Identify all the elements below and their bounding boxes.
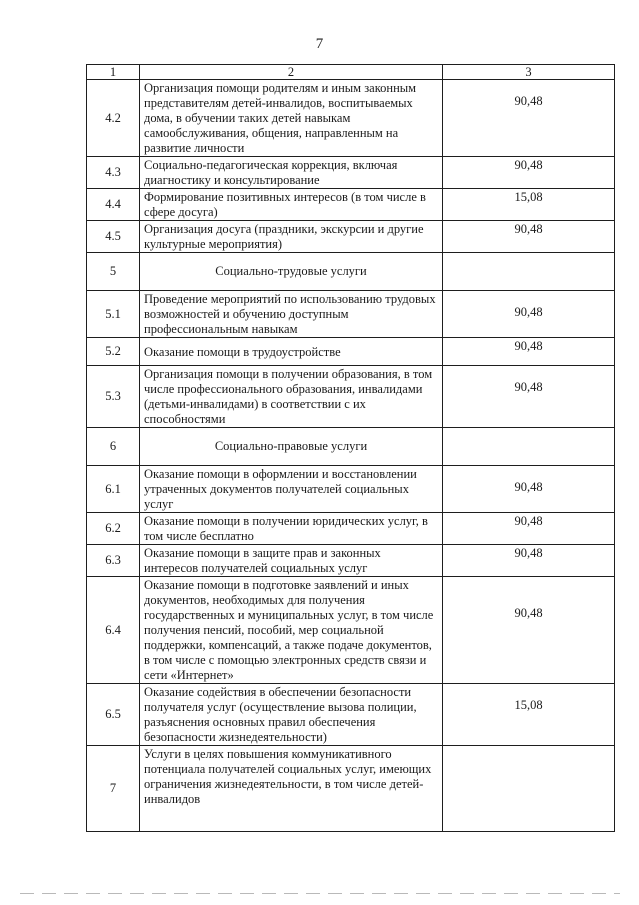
table-row [87, 545, 615, 577]
row-number: 4.3 [87, 157, 140, 189]
row-service: Оказание помощи в трудоустройстве [140, 338, 443, 366]
row-service: Формирование позитивных интересов (в том числе в сфере досуга) [140, 189, 443, 221]
row-service: Проведение мероприятий по использованию трудовых возможностей и обучению доступным профессиональным навыкам [140, 291, 443, 338]
table-row [87, 746, 615, 832]
row-value: 15,08 [443, 684, 615, 746]
header-col-3: 3 [443, 65, 615, 80]
table-header-row [87, 65, 615, 80]
row-service: Оказание помощи в получении юридических услуг, в том числе бесплатно [140, 513, 443, 545]
row-number: 4.2 [87, 80, 140, 157]
table-row [87, 513, 615, 545]
row-value: 90,48 [443, 291, 615, 338]
header-col-2: 2 [140, 65, 443, 80]
row-value [443, 253, 615, 291]
row-number: 4.4 [87, 189, 140, 221]
row-value: 90,48 [443, 513, 615, 545]
table-row [87, 221, 615, 253]
row-number: 6.3 [87, 545, 140, 577]
row-value: 90,48 [443, 80, 615, 157]
table-row [87, 80, 615, 157]
row-service: Оказание содействия в обеспечении безопасности получателя услуг (осуществление вызова полиции, разъяснения основных правил обеспечения безопасности жизнедеятельности) [140, 684, 443, 746]
row-service: Оказание помощи в подготовке заявлений и иных документов, необходимых для получения государственных и муниципальных услуг, в том числе получения пенсий, пособий, мер социальной поддержки, компенсаций, а также подаче документов, в том числе с помощью электронных средств связи и сети «Интернет» [140, 577, 443, 684]
row-number: 5.2 [87, 338, 140, 366]
header-col-1: 1 [87, 65, 140, 80]
section-row [87, 253, 615, 291]
row-service: Организация досуга (праздники, экскурсии и другие культурные мероприятия) [140, 221, 443, 253]
table-row [87, 366, 615, 428]
row-service: Организация помощи в получении образования, в том числе профессионального образования, инвалидами (детьми-инвалидами) в соответствии с их способностями [140, 366, 443, 428]
row-number: 5.1 [87, 291, 140, 338]
row-number: 4.5 [87, 221, 140, 253]
row-value: 90,48 [443, 221, 615, 253]
row-service: Оказание помощи в оформлении и восстановлении утраченных документов получателей социальных услуг [140, 466, 443, 513]
row-value: 90,48 [443, 577, 615, 684]
row-number: 6.5 [87, 684, 140, 746]
row-number: 6.4 [87, 577, 140, 684]
table-row [87, 684, 615, 746]
row-value: 90,48 [443, 366, 615, 428]
row-value: 90,48 [443, 338, 615, 366]
table-row [87, 466, 615, 513]
row-value: 90,48 [443, 545, 615, 577]
table-row [87, 291, 615, 338]
scan-artifact-line [20, 893, 620, 894]
section-title: Социально-трудовые услуги [140, 253, 443, 291]
table-row [87, 577, 615, 684]
row-number: 6.2 [87, 513, 140, 545]
row-value [443, 746, 615, 832]
row-value [443, 428, 615, 466]
row-value: 90,48 [443, 157, 615, 189]
section-title: Социально-правовые услуги [140, 428, 443, 466]
row-value: 15,08 [443, 189, 615, 221]
row-number: 5.3 [87, 366, 140, 428]
row-service: Услуги в целях повышения коммуникативного потенциала получателей социальных услуг, имеющих ограничения жизнедеятельности, в том числе детей-инвалидов [140, 746, 443, 832]
table-row [87, 189, 615, 221]
services-table [86, 64, 615, 832]
row-number: 7 [87, 746, 140, 832]
row-number: 6.1 [87, 466, 140, 513]
row-value: 90,48 [443, 466, 615, 513]
table-row [87, 338, 615, 366]
row-service: Организация помощи родителям и иным законным представителям детей-инвалидов, воспитываемых дома, в обучении таких детей навыкам самообслуживания, общения, направленным на развитие личности [140, 80, 443, 157]
section-row [87, 428, 615, 466]
row-service: Оказание помощи в защите прав и законных интересов получателей социальных услуг [140, 545, 443, 577]
row-service: Социально-педагогическая коррекция, включая диагностику и консультирование [140, 157, 443, 189]
section-number: 6 [87, 428, 140, 466]
table-row [87, 157, 615, 189]
page-number: 7 [315, 36, 324, 52]
section-number: 5 [87, 253, 140, 291]
